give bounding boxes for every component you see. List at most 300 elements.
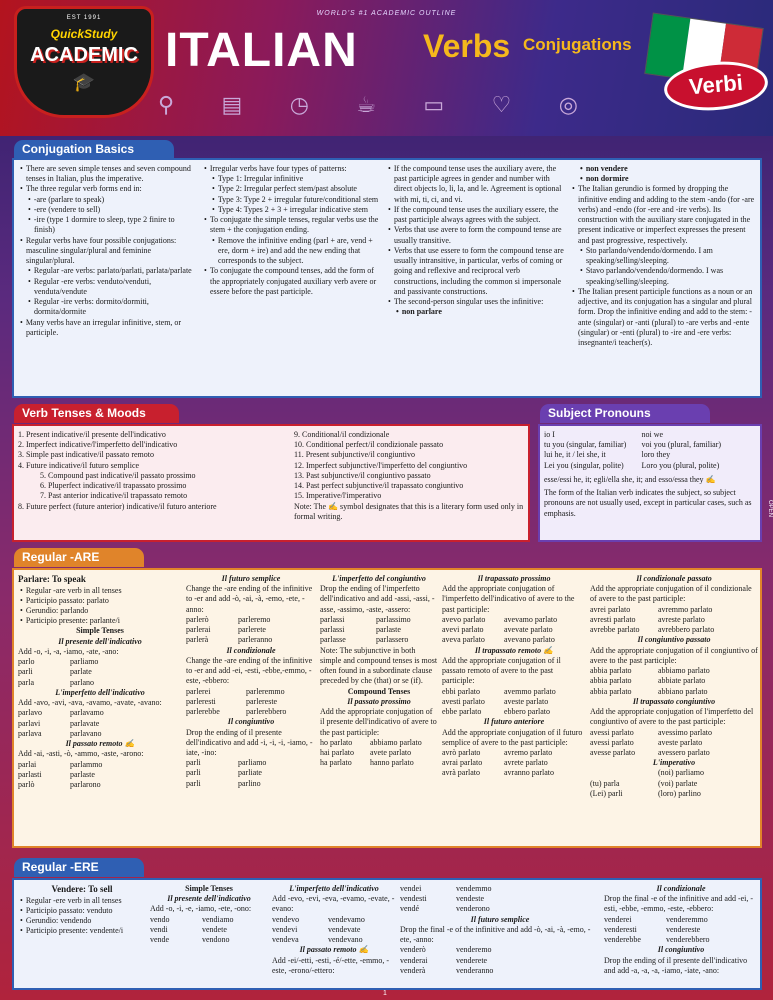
tense-item: 1. Present indicative/il presente dell'indicativo xyxy=(18,430,166,439)
compound-tenses-heading: Compound Tenses xyxy=(347,686,411,696)
logo-quickstudy: QuickStudy xyxy=(50,26,118,41)
basics-item: • There are seven simple tenses and seven compound tenses in Italian, plus the imperative. xyxy=(18,164,196,184)
conj-cell: venderanno xyxy=(456,965,494,975)
conj-cell: parlate xyxy=(70,667,92,677)
section-header-pronouns: Subject Pronouns xyxy=(540,404,710,423)
conj-cell: parlerà xyxy=(186,635,209,645)
basics-item: • Irregular verbs have four types of patterns: xyxy=(202,164,380,174)
ere-info: • Gerundio: vendendo xyxy=(18,916,146,926)
conj-table xyxy=(186,758,316,789)
tense-item: 15. Imperative/l'imperativo xyxy=(294,491,382,501)
tense-item: 13. Past subjunctive/il congiuntivo passato xyxy=(294,470,431,480)
conj-table xyxy=(400,945,600,976)
are-verb-title: Parlare: To speak xyxy=(18,574,86,584)
pronoun-note: The form of the Italian verb indicates the subject, so subject pronouns are not usually used, except in particular cases, such as emphasis. xyxy=(544,488,752,518)
conj-cell: venderò xyxy=(400,945,426,955)
conj-table xyxy=(400,884,600,915)
pronoun-row xyxy=(544,430,756,440)
ring-icon: ◎ xyxy=(558,93,578,118)
ere-info: • Participio presente: vendente/i xyxy=(18,926,146,936)
conj-table xyxy=(590,666,758,697)
coffee-cup-icon: ☕ xyxy=(356,93,377,118)
tense-heading: Il condizionale xyxy=(656,884,706,893)
conj-cell: parlaste xyxy=(376,625,401,635)
are-col-2 xyxy=(186,574,316,789)
conj-cell: avrai parlato xyxy=(442,758,483,768)
tense-rule: Drop the ending of il presente dell'indicativo and add -i, -i, -i, -iamo, -iate, -ino: xyxy=(186,727,313,757)
conj-cell: avesse parlato xyxy=(590,747,636,757)
conj-cell: aveva parlato xyxy=(442,635,485,645)
side-tab-open: OPEN xyxy=(767,500,773,518)
basics-item: • Many verbs have an irregular infinitive, stem, or participle. xyxy=(18,318,196,338)
tense-heading: L'imperfetto dell'indicativo xyxy=(55,687,145,697)
basics-col-3 xyxy=(386,164,564,318)
basics-item: • -ire (type 1 dormire to sleep, type 2 finire to finish) xyxy=(18,215,196,235)
tense-heading: Il condizionale xyxy=(226,645,276,655)
conj-cell: parlaste xyxy=(70,769,95,779)
basics-item: • -are (parlare to speak) xyxy=(18,195,196,205)
conj-cell: parlerete xyxy=(238,625,266,635)
tense-rule: Change the -are ending of the infinitive to -er and add -ò, -ai, -à, -emo, -ete, -anno: xyxy=(186,584,313,614)
tense-item: 5. Compound past indicative/il passato prossimo xyxy=(40,470,196,480)
tenses-panel xyxy=(12,424,530,542)
conj-cell: vendono xyxy=(202,935,230,945)
tense-heading: Il congiuntivo xyxy=(227,717,275,727)
tenses-right xyxy=(294,430,526,522)
conj-cell: parlò xyxy=(18,779,35,789)
conj-cell xyxy=(590,768,658,778)
conj-cell: parlassi xyxy=(320,625,345,635)
tense-heading: Il trapassato congiuntivo xyxy=(632,696,716,706)
pronoun-plural: Loro you (plural, polite) xyxy=(641,460,720,470)
conj-cell: parliate xyxy=(238,768,262,778)
are-col-1 xyxy=(18,574,182,790)
tense-rule: Add the appropriate conjugation of il presente dell'indicativo of avere to the past participle: xyxy=(320,707,437,737)
tense-rule: Drop the ending of il presente dell'indicativo and add -a, -a, -a, -iamo, -iate, -ano: xyxy=(604,955,748,975)
section-header-regular-are: Regular -ARE xyxy=(14,548,144,567)
conj-cell: parli xyxy=(18,667,33,677)
tense-rule: Add the appropriate conjugation of il congiuntivo of avere to the past participle: xyxy=(590,645,758,665)
conj-cell: avesti parlato xyxy=(442,696,485,706)
tense-heading: L'imperfetto dell'indicativo xyxy=(289,884,379,893)
tense-item: 6. Pluperfect indicative/il trapassato prossimo xyxy=(40,481,187,491)
basics-item: • Regular verbs have four possible conjugations: masculine singular/plural and feminine singular/plural. xyxy=(18,236,196,267)
tense-rule: Add -ai, -asti, -ò, -ammo, -aste, -arono: xyxy=(18,749,144,759)
tense-heading: Il futuro semplice xyxy=(221,574,281,583)
tense-item: 14. Past perfect subjunctive/il trapassato congiuntivo xyxy=(294,481,464,491)
conj-cell: avrebbero parlato xyxy=(658,625,715,635)
basics-item: • Verbs that use essere to form the compound tense are usually intransitive, in particular, verbs of coming or going and reflexive and reciprocal verb constructions, including the common si impersonale and passivante constructions. xyxy=(386,246,564,297)
basics-item: • Regular -ire verbs: dormito/dormiti, dormita/dormite xyxy=(18,297,196,317)
pronoun-row xyxy=(544,440,756,450)
conj-table xyxy=(590,728,758,759)
tense-item: 11. Present subjunctive/il congiuntivo xyxy=(294,450,416,460)
conj-table xyxy=(442,748,586,779)
conj-cell: avessi parlato xyxy=(590,727,634,737)
pronoun-literary: esse/essi he, it; egli/ella she, it; and esso/essa they ✍ xyxy=(544,474,716,484)
conj-cell: avresti parlato xyxy=(590,614,636,624)
conj-cell: venderebbero xyxy=(666,935,710,945)
pronoun-plural: noi we xyxy=(641,430,664,439)
tense-rule: Add -o, -i, -e, -iamo, -ete, -ono: xyxy=(150,904,252,914)
tense-heading: L'imperfetto del congiuntivo xyxy=(332,574,426,583)
basics-item: • The Italian present participle functions as a noun or an adjective, and its conjugation has a singular and plural form. Drop the infinitive ending and add to the stem: -ante (singular) or -anti (plural) to -are verbs and -ente (singular) or -enti (plural) to -ire and -ere verbs: insegnante/i teacher(s). xyxy=(570,287,756,348)
are-info: • Participio presente: parlante/i xyxy=(18,616,182,626)
tense-rule: Add -o, -i, -a, -iamo, -ate, -ano: xyxy=(18,646,119,656)
conj-table xyxy=(604,915,758,946)
conj-cell: ebbero parlato xyxy=(504,707,550,717)
pronouns-body xyxy=(544,430,756,519)
conj-cell: parlassi xyxy=(320,614,345,624)
conj-cell: abbia parlato xyxy=(590,686,632,696)
conj-cell: parlerebbero xyxy=(246,707,287,717)
simple-tenses-heading: Simple Tenses xyxy=(185,884,233,893)
conj-cell: ebbe parlato xyxy=(442,707,482,717)
conj-cell: parleranno xyxy=(238,635,273,645)
conj-cell: hai parlato xyxy=(320,747,354,757)
basics-item: • Type 2: Irregular perfect stem/past absolute xyxy=(202,184,380,194)
conj-cell: (noi) parliamo xyxy=(658,768,704,778)
subjunctive-note: Note: The subjunctive in both simple and compound tenses is most often found in a subordinate clause preceded by che (that) or se (if). xyxy=(320,645,438,686)
conj-cell: venderebbe xyxy=(604,935,641,945)
tense-rule: Drop the ending of l'imperfetto dell'indicativo and add -assi, -assi, -asse, -assimo, -aste, -assero: xyxy=(320,584,435,614)
conj-cell: vendevamo xyxy=(328,914,365,924)
tense-item: 10. Conditional perfect/il condizionale passato xyxy=(294,440,444,450)
conj-cell: parliamo xyxy=(238,758,267,768)
conj-cell: parlerei xyxy=(186,686,211,696)
conj-table xyxy=(186,615,316,646)
ere-verb-title: Vendere: To sell xyxy=(51,884,113,894)
pronoun-singular: Lei you (singular, polite) xyxy=(544,460,624,470)
conj-cell: parlava xyxy=(18,728,42,738)
alarm-clock-icon: ◷ xyxy=(289,93,309,118)
basics-item: • -ere (vendere to sell) xyxy=(18,205,196,215)
conj-cell: parlerai xyxy=(186,625,211,635)
conj-table xyxy=(320,738,438,769)
basics-item: • The Italian gerundio is formed by dropping the infinitive ending and adding to the stem -ando (for -are verbs) and -endo (for -ere and -ire verbs). Its construction with the auxiliary stare conjugated in the present indicative or imperfect expresses the present and past progressive, respectively. xyxy=(570,184,756,245)
conj-cell: venderete xyxy=(456,955,488,965)
tense-item: 8. Future perfect (future anterior) indicative/il futuro anteriore xyxy=(18,501,217,511)
conj-cell: vendevano xyxy=(328,935,363,945)
tense-rule: Add the appropriate conjugation of il passato remoto of avere to the past participle: xyxy=(442,655,561,686)
basics-item: • Type 4: Types 2 + 3 + irregular indicative stem xyxy=(202,205,380,215)
conj-table xyxy=(18,657,182,688)
conj-cell: abbiamo parlato xyxy=(658,666,710,676)
conj-cell: avremo parlato xyxy=(504,747,553,757)
conj-cell: ha parlato xyxy=(320,758,352,768)
notepad-icon: ▤ xyxy=(221,93,243,118)
basics-item: • non dormire xyxy=(570,174,756,184)
conj-cell: parlavate xyxy=(70,718,100,728)
conj-cell: abbiate parlato xyxy=(658,676,706,686)
conj-cell: avevamo parlato xyxy=(504,614,558,624)
conj-cell: parlarono xyxy=(70,779,101,789)
conj-cell: vendé xyxy=(400,904,420,914)
conj-cell: abbiano parlato xyxy=(658,686,708,696)
conj-cell: parlassero xyxy=(376,635,409,645)
tense-heading: Il presente dell'indicativo xyxy=(58,636,142,646)
basics-item: • Regular -ere verbs: venduto/venduti, venduta/vendute xyxy=(18,277,196,297)
basics-item: • Stavo parlando/vendendo/dormendo. I was speaking/selling/sleeping. xyxy=(570,266,756,286)
basics-item: • The second-person singular uses the infinitive: xyxy=(386,297,564,307)
conj-table xyxy=(18,708,182,739)
tense-rule: Add -evo, -evi, -eva, -evamo, -evate, -evano: xyxy=(272,894,395,914)
conj-cell: venderono xyxy=(456,904,490,914)
title-italian: ITALIAN xyxy=(165,24,358,77)
conj-cell: venderemmo xyxy=(666,914,708,924)
ere-col-2 xyxy=(150,884,268,945)
conj-cell: venderà xyxy=(400,965,426,975)
conj-cell: (voi) parlate xyxy=(658,778,698,788)
conj-cell: parlammo xyxy=(70,759,103,769)
conj-cell: vendeste xyxy=(456,894,484,904)
conj-cell: venderesti xyxy=(604,924,637,934)
tense-rule: Change the -are ending of the infinitive to -er and add -ei, -esti, -ebbe,-emmo, -este, -ebbero: xyxy=(186,655,313,686)
tense-item: 2. Imperfect indicative/l'imperfetto dell'indicativo xyxy=(18,440,178,450)
pronoun-plural: loro they xyxy=(641,450,671,460)
conj-table xyxy=(442,615,586,646)
conj-cell: avevo parlato xyxy=(442,614,486,624)
conj-cell: avrete parlato xyxy=(504,758,548,768)
conj-cell: parlavano xyxy=(70,728,102,738)
conj-cell: avemmo parlato xyxy=(504,686,556,696)
conj-cell: avete parlato xyxy=(370,747,412,757)
are-info: • Regular -are verb in all tenses xyxy=(18,586,182,596)
conj-cell: ebbi parlato xyxy=(442,686,480,696)
conj-table xyxy=(442,687,586,718)
conj-cell: parlasti xyxy=(18,769,42,779)
conj-cell: parlassimo xyxy=(376,614,411,624)
love-letter-icon: ♡ xyxy=(491,93,512,118)
conj-table xyxy=(18,760,182,791)
logo-est: EST 1991 xyxy=(66,15,102,21)
conj-cell: avrebbe parlato xyxy=(590,625,640,635)
conj-cell: avremmo parlato xyxy=(658,604,713,614)
tenses-note: Note: The ✍ symbol designates that this is a literary form used only in formal writing. xyxy=(294,501,524,521)
basics-item: • The three regular verb forms end in: xyxy=(18,184,196,194)
basics-item: • Remove the infinitive ending (parl + are, vend + ere, dorm + ire) and add the new ending that corresponds to the subject. xyxy=(202,236,380,267)
basics-col-4 xyxy=(570,164,756,348)
conj-cell: parleremmo xyxy=(246,686,285,696)
conj-cell: avrò parlato xyxy=(442,747,481,757)
tense-item: 3. Simple past indicative/il passato remoto xyxy=(18,450,154,460)
tense-rule: Drop the final -e of the infinitive and add -ò, -ai, -à, -emo, -ete, -anno: xyxy=(400,924,591,945)
ere-info: • Regular -ere verb in all tenses xyxy=(18,896,146,906)
regular-ere-panel xyxy=(12,878,762,990)
tense-rule: Add the appropriate conjugation of l'imperfetto dell'indicativo of avere to the past participle: xyxy=(442,584,575,614)
conj-cell: aveste parlato xyxy=(504,696,549,706)
conj-cell: (tu) parla xyxy=(590,778,620,788)
tense-rule: Add the appropriate conjugation of il condizionale of avere to the past participle: xyxy=(590,584,752,604)
conj-cell: avrei parlato xyxy=(590,604,631,614)
conj-cell: avevate parlato xyxy=(504,625,553,635)
are-info: • Participio passato: parlato xyxy=(18,596,182,606)
tense-heading: Il passato prossimo xyxy=(347,696,411,706)
conj-cell: avevano parlato xyxy=(504,635,555,645)
conj-table xyxy=(590,768,758,799)
are-col-4 xyxy=(442,574,586,779)
conj-cell: parli xyxy=(186,768,201,778)
tense-heading: Il trapassato remoto ✍ xyxy=(474,645,554,655)
basics-item: • Regular -are verbs: parlato/parlati, parlata/parlate xyxy=(18,266,196,276)
tense-heading: Il passato remoto ✍ xyxy=(65,739,135,749)
basics-item: • Type 3: Type 2 + irregular future/conditional stem xyxy=(202,195,380,205)
conj-cell: venderemo xyxy=(456,945,492,955)
title-conjugations: Conjugations xyxy=(523,35,632,54)
conj-cell: avessimo parlato xyxy=(658,727,712,737)
are-info: • Gerundio: parlando xyxy=(18,606,182,616)
conj-cell: vendemmo xyxy=(456,884,492,893)
conj-cell: parla xyxy=(18,677,34,687)
simple-tenses-heading: Simple Tenses xyxy=(76,626,124,636)
conj-cell: aveste parlato xyxy=(658,737,703,747)
conjugation-basics-panel xyxy=(12,158,762,398)
tense-item: 7. Past anterior indicative/il trapassato remoto xyxy=(40,491,188,501)
conj-cell: vendeva xyxy=(272,935,299,945)
conj-cell: vendevi xyxy=(272,924,298,934)
tense-heading: Il futuro semplice xyxy=(470,914,530,924)
page-number: 1 xyxy=(383,990,387,997)
pronoun-row xyxy=(544,461,756,471)
quickstudy-logo xyxy=(14,6,154,118)
icon-row xyxy=(158,92,578,120)
tense-heading: Il congiuntivo xyxy=(657,945,705,955)
conj-cell: avrà parlato xyxy=(442,768,480,778)
section-header-tenses: Verb Tenses & Moods xyxy=(14,404,179,423)
tense-item: 4. Future indicative/il futuro semplice xyxy=(18,460,140,470)
conj-cell: vendei xyxy=(400,884,422,893)
are-col-3 xyxy=(320,574,438,768)
conj-cell: parlerebbe xyxy=(186,707,220,717)
tense-heading: Il passato remoto ✍ xyxy=(299,945,369,955)
basics-item: • If the compound tense uses the auxiliary avere, the past participle agrees in gender and number with direct objects lo, li, la, and le. Agreement is optional with mi, ti, ci, and vi. xyxy=(386,164,564,205)
section-header-regular-ere: Regular -ERE xyxy=(14,858,144,877)
ere-col-5 xyxy=(604,884,758,976)
pronoun-singular: lui he, it / lei she, it xyxy=(544,450,606,460)
conj-cell: vende xyxy=(150,935,170,945)
conj-cell: abbia parlato xyxy=(590,666,632,676)
basics-col-2 xyxy=(202,164,380,297)
conj-cell: avevi parlato xyxy=(442,625,484,635)
conj-cell: vendete xyxy=(202,924,227,934)
regular-are-panel xyxy=(12,568,762,848)
lamp-icon: ⚲ xyxy=(158,93,175,118)
logo-academic: ACADEMIC xyxy=(30,44,138,67)
tense-item: 12. Imperfect subjunctive/l'imperfetto del congiuntivo xyxy=(294,460,468,470)
tense-rule: Add -ei/-etti, -esti, -é/-ette, -emmo, -este, -erono/-ettero: xyxy=(272,955,390,975)
conj-cell: parlerò xyxy=(186,614,209,624)
verbi-badge: Verbi xyxy=(662,58,770,115)
tagline: WORLD'S #1 ACADEMIC OUTLINE xyxy=(316,10,457,17)
conj-cell: parlo xyxy=(18,657,35,667)
ere-info: • Participio passato: venduto xyxy=(18,906,146,916)
tense-rule: Add the appropriate conjugation of il futuro semplice of avere to the past participle: xyxy=(442,727,583,747)
conj-cell: parli xyxy=(186,778,201,788)
ere-col-1 xyxy=(18,884,146,936)
conj-table xyxy=(186,687,316,718)
conj-cell: vendesti xyxy=(400,894,427,904)
tenses-left xyxy=(18,430,288,512)
basics-item: • non vendere xyxy=(570,164,756,174)
basics-item: • To conjugate the simple tenses, regular verbs use the stem + the conjugation ending. xyxy=(202,215,380,235)
conj-cell: parlavo xyxy=(18,708,42,718)
conj-cell: parlereste xyxy=(246,696,278,706)
tense-heading: Il futuro anteriore xyxy=(483,717,545,727)
conj-cell: vendereste xyxy=(666,924,701,934)
conj-cell: vendevo xyxy=(272,914,300,924)
conj-cell: avreste parlato xyxy=(658,614,705,624)
book-icon: ▭ xyxy=(423,93,445,118)
tense-heading: Il condizionale passato xyxy=(636,574,712,583)
tense-heading: Il presente dell'indicativo xyxy=(167,894,251,904)
ere-col-4 xyxy=(400,884,600,976)
conj-cell: (loro) parlino xyxy=(658,788,701,798)
conj-cell: ho parlato xyxy=(320,737,353,747)
basics-item: • Sto parlando/vendendo/dormendo. I am speaking/selling/sleeping. xyxy=(570,246,756,266)
conj-table xyxy=(320,615,438,646)
conj-cell: parlavamo xyxy=(70,708,104,718)
tense-rule: Add -avo, -avi, -ava, -avamo, -avate, -avano: xyxy=(18,698,162,708)
pronoun-singular: tu you (singular, familiar) xyxy=(544,440,627,450)
conj-cell: parlasse xyxy=(320,635,346,645)
conj-table xyxy=(590,605,758,636)
conj-cell: vendevate xyxy=(328,924,361,934)
pronoun-singular: io I xyxy=(544,430,555,439)
conj-cell: parleremo xyxy=(238,614,271,624)
are-col-5 xyxy=(590,574,758,799)
conj-cell: avessi parlato xyxy=(590,737,634,747)
conj-cell: avranno parlato xyxy=(504,768,554,778)
conj-cell: hanno parlato xyxy=(370,758,414,768)
conj-cell: parlavi xyxy=(18,718,41,728)
section-header-conjugation-basics: Conjugation Basics xyxy=(14,140,174,159)
ere-col-3 xyxy=(272,884,396,976)
conj-cell: avessero parlato xyxy=(658,747,710,757)
tense-item: 9. Conditional/il condizionale xyxy=(294,430,390,439)
basics-item: • Type 1: Irregular infinitive xyxy=(202,174,380,184)
conj-cell: venderei xyxy=(604,914,632,924)
conj-cell: parlano xyxy=(70,677,94,687)
basics-item: • non parlare xyxy=(386,307,564,317)
conj-cell: venderai xyxy=(400,955,428,965)
title-verbs: Verbs xyxy=(423,28,511,64)
basics-item: • If the compound tense uses the auxiliary essere, the past participle always agrees with the subject. xyxy=(386,205,564,225)
conj-cell: parliamo xyxy=(70,657,99,667)
graduation-cap-icon: 🎓 xyxy=(72,71,96,92)
tense-rule: Add the appropriate conjugation of l'imperfetto del congiuntivo of avere to the past participle: xyxy=(590,707,754,727)
tense-rule: Drop the final -e of the infinitive and add -ei, -esti, -ebbe, -emmo, -este, -ebbero: xyxy=(604,894,754,914)
conj-cell: abbiamo parlato xyxy=(370,737,422,747)
pronoun-row xyxy=(544,450,756,460)
conj-cell: parlino xyxy=(238,778,261,788)
conj-cell: parli xyxy=(186,758,201,768)
conj-cell: vendi xyxy=(150,924,168,934)
tense-heading: Il trapassato prossimo xyxy=(477,574,551,583)
pronouns-panel xyxy=(538,424,762,542)
basics-item: • Verbs that use avere to form the compound tense are usually transitive. xyxy=(386,225,564,245)
conj-table xyxy=(272,915,396,946)
conj-cell: parlai xyxy=(18,759,37,769)
conj-cell: (Lei) parli xyxy=(590,788,623,798)
conj-table xyxy=(150,915,268,946)
basics-col-1 xyxy=(18,164,196,338)
pronoun-plural: voi you (plural, familiar) xyxy=(641,440,722,450)
tense-heading: L'imperativo xyxy=(652,758,696,768)
conj-cell: vendo xyxy=(150,914,170,924)
tense-heading: Il congiuntivo passato xyxy=(637,635,711,645)
conj-cell: abbia parlato xyxy=(590,676,632,686)
conj-cell: vendiamo xyxy=(202,914,234,924)
